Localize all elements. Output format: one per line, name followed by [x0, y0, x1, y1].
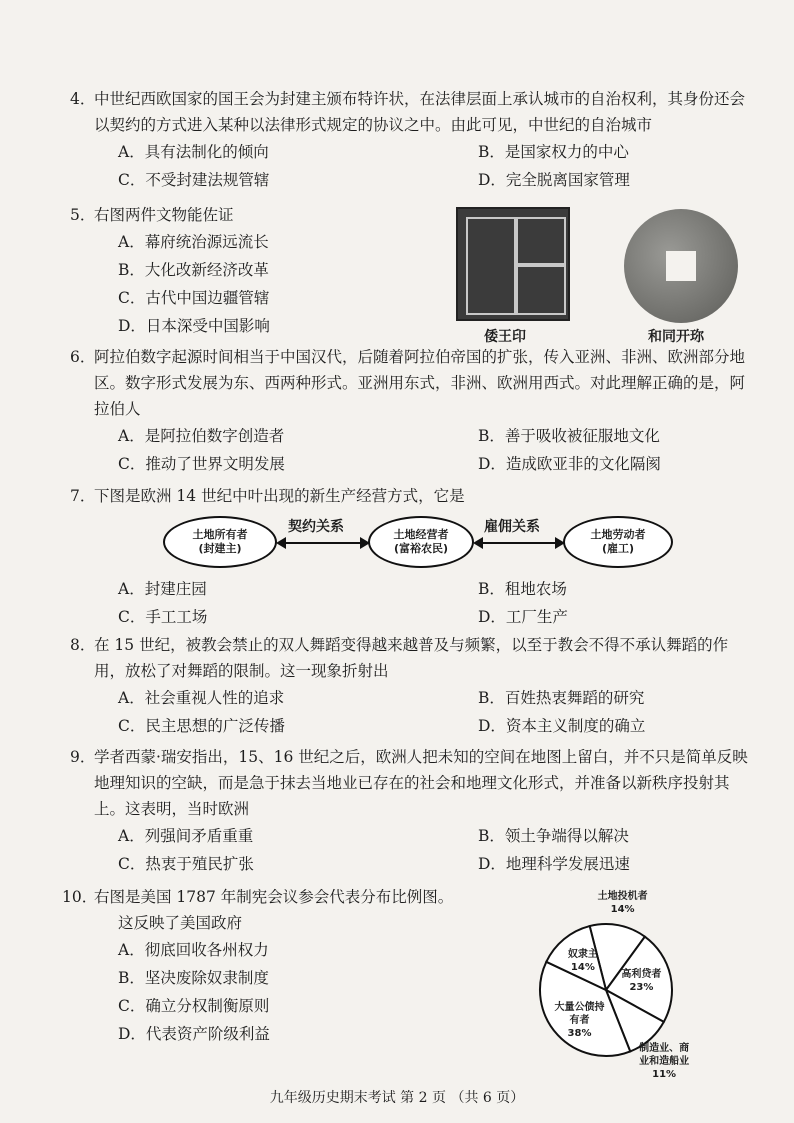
pie-label-2: 制造业、商 业和造船业 11%	[639, 1043, 690, 1081]
pie-label-4: 奴隶主 14%	[567, 948, 598, 973]
question-number: 6．	[70, 348, 96, 366]
option-c[interactable]: C．古代中国边疆管辖	[118, 289, 270, 307]
question-number: 4．	[70, 90, 96, 108]
option-a[interactable]: A．彻底回收各州权力	[118, 941, 269, 959]
options	[118, 422, 754, 478]
option-b[interactable]: B．善于吸收被征服地文化	[478, 427, 660, 445]
option-d[interactable]: D．造成欧亚非的文化隔阂	[478, 455, 661, 473]
option-c[interactable]: C．推动了世界文明发展	[118, 455, 285, 473]
option-d[interactable]: D．地理科学发展迅速	[478, 855, 630, 873]
question-number: 10．	[62, 888, 98, 906]
coin-caption: 和同开珎	[648, 329, 704, 345]
diagram-node-laborer: 土地劳动者 (雇工)	[563, 516, 673, 568]
option-d[interactable]: D．资本主义制度的确立	[478, 717, 646, 735]
question-stem: 右图两件文物能佐证	[94, 206, 234, 224]
question-6	[70, 344, 754, 478]
question-5	[70, 202, 424, 340]
question-8	[70, 632, 754, 740]
question-stem: 中世纪西欧国家的国王会为封建主颁布特许状，在法律层面上承认城市的自治权利，其身份还会以契约的方式进入某种以法律形式规定的协议之中。由此可见，中世纪的自治城市	[94, 90, 746, 134]
pie-label-3: 大量公债持 有者 38%	[554, 1001, 605, 1039]
option-d[interactable]: D．完全脱离国家管理	[478, 171, 630, 189]
option-c[interactable]: C．热衷于殖民扩张	[118, 855, 254, 873]
option-b[interactable]: B．领土争端得以解决	[478, 827, 629, 845]
option-b[interactable]: B．租地农场	[478, 580, 567, 598]
options	[118, 138, 754, 194]
employment-relation-label: 雇佣关系	[484, 519, 540, 535]
pie-label-1: 高利贷者 23%	[621, 969, 662, 994]
double-arrow-2	[473, 536, 565, 550]
question-stem: 阿拉伯数字起源时间相当于中国汉代，后随着阿拉伯帝国的扩张，传入亚洲、非洲、欧洲部分地区。数字形式发展为东、西两种形式。亚洲用东式，非洲、欧洲用西式。对此理解正确的是，阿拉伯人	[94, 348, 746, 418]
options	[118, 575, 754, 631]
wa-king-seal-image	[456, 207, 570, 321]
wado-kaichin-coin-image	[624, 209, 738, 323]
option-a[interactable]: A．封建庄园	[118, 580, 207, 598]
option-c[interactable]: C．不受封建法规管辖	[118, 171, 270, 189]
option-a[interactable]: A．是阿拉伯数字创造者	[118, 427, 285, 445]
question-4	[70, 86, 754, 194]
pie-label-0: 土地投机者 14%	[597, 890, 648, 915]
option-c[interactable]: C．手工工场	[118, 608, 208, 626]
options	[118, 228, 424, 340]
question-number: 5．	[70, 206, 96, 224]
options	[118, 822, 754, 878]
question-number: 9．	[70, 748, 96, 766]
question-stem: 右图是美国 1787 年制宪会议参会代表分布比例图。	[94, 888, 454, 906]
option-b[interactable]: B．百姓热衷舞蹈的研究	[478, 689, 645, 707]
question-10	[62, 884, 494, 1048]
option-a[interactable]: A．幕府统治源远流长	[118, 233, 269, 251]
option-c[interactable]: C．民主思想的广泛传播	[118, 717, 285, 735]
question-stem: 学者西蒙·瑞安指出，15、16 世纪之后，欧洲人把未知的空间在地图上留白，并不只是简单反映地理知识的空缺，而是急于抹去当地业已存在的社会和地理文化形式，并准备以新秩序投射其上。这表明，当时欧洲	[94, 748, 748, 818]
seal-caption: 倭王印	[484, 329, 526, 345]
question-stem-2: 这反映了美国政府	[118, 914, 243, 932]
diagram-node-owner: 土地所有者 (封建主)	[163, 516, 277, 568]
options	[118, 936, 494, 1048]
question-stem: 在 15 世纪，被教会禁止的双人舞蹈变得越来越普及与频繁，以至于教会不得不承认舞蹈的作用，放松了对舞蹈的限制。这一现象折射出	[94, 636, 729, 680]
question-number: 7．	[70, 487, 96, 505]
option-d[interactable]: D．日本深受中国影响	[118, 317, 270, 335]
option-a[interactable]: A．列强间矛盾重重	[118, 827, 254, 845]
page-footer: 九年级历史期末考试 第 2 页 （共 6 页）	[269, 1090, 525, 1106]
option-c[interactable]: C．确立分权制衡原则	[118, 997, 270, 1015]
option-b[interactable]: B．是国家权力的中心	[478, 143, 629, 161]
option-b[interactable]: B．大化改新经济改革	[118, 261, 269, 279]
option-b[interactable]: B．坚决废除奴隶制度	[118, 969, 269, 987]
options	[118, 684, 754, 740]
question-7-options	[94, 575, 754, 631]
diagram-node-operator: 土地经营者 (富裕农民)	[368, 516, 474, 568]
option-d[interactable]: D．代表资产阶级利益	[118, 1025, 270, 1043]
option-d[interactable]: D．工厂生产	[478, 608, 568, 626]
question-stem: 下图是欧洲 14 世纪中叶出现的新生产经营方式，它是	[94, 487, 465, 505]
question-number: 8．	[70, 636, 96, 654]
double-arrow-1	[276, 536, 370, 550]
question-7	[70, 483, 754, 509]
question-9	[70, 744, 754, 878]
option-a[interactable]: A．社会重视人性的追求	[118, 689, 285, 707]
option-a[interactable]: A．具有法制化的倾向	[118, 143, 269, 161]
contract-relation-label: 契约关系	[288, 519, 344, 535]
